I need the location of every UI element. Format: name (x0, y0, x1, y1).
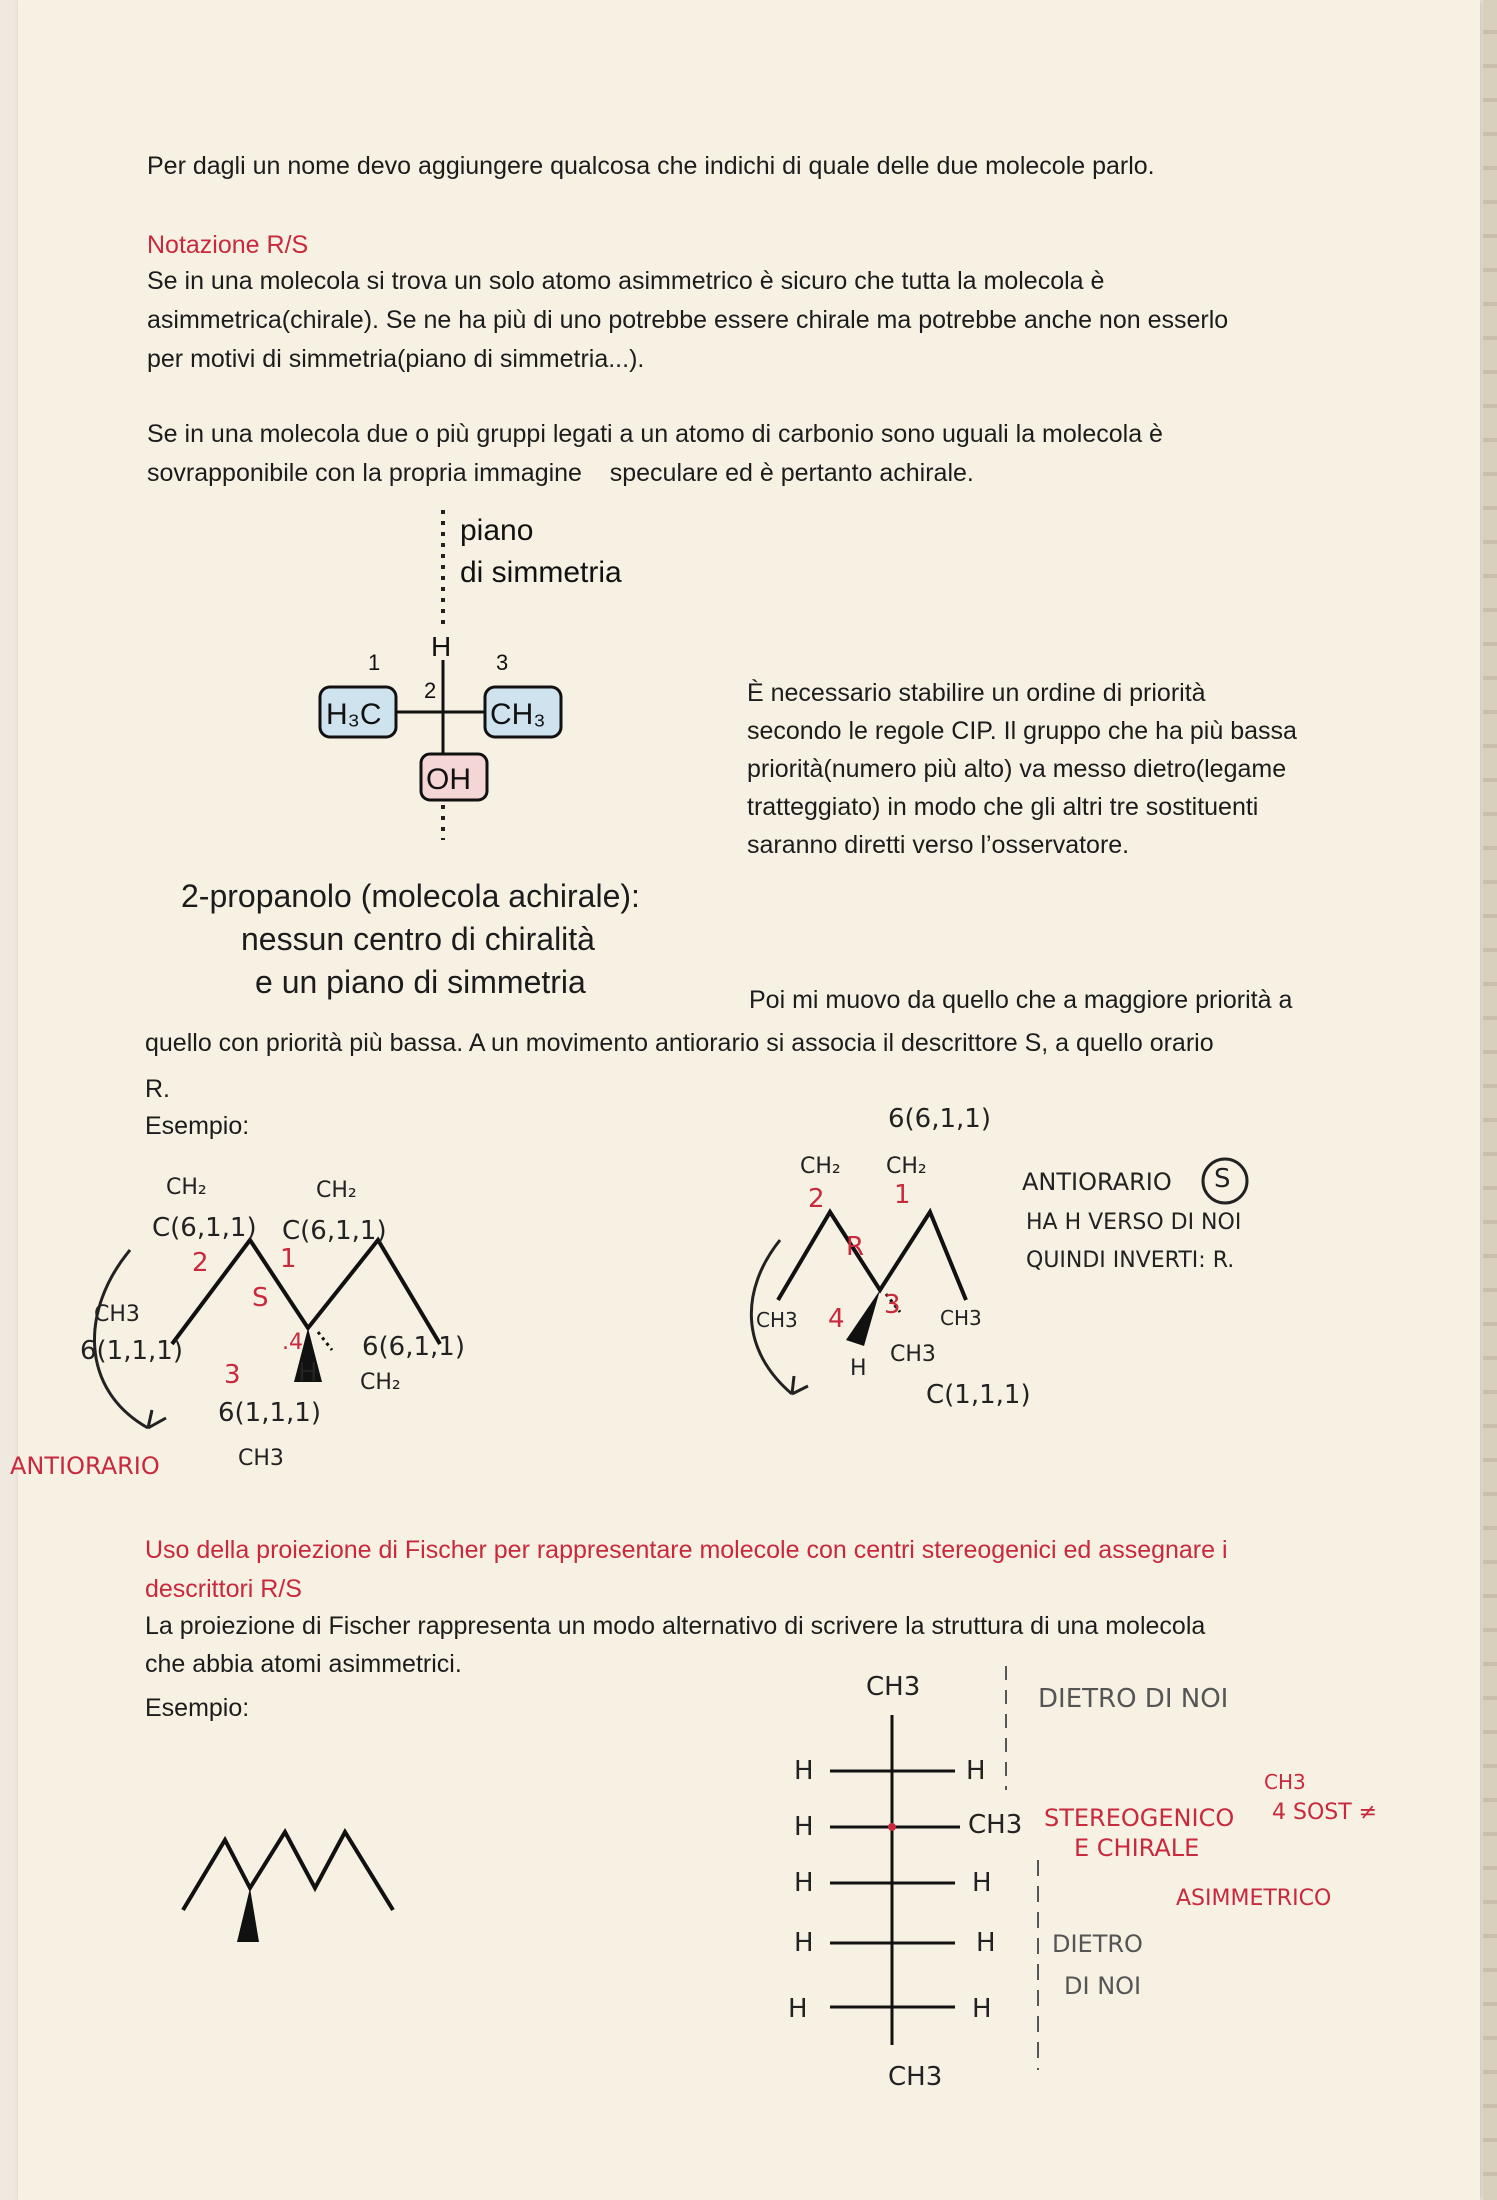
h-atom: H (431, 631, 452, 662)
rs-para2-line1: Se in una molecola due o più gruppi legati a un atomo di carbonio sono uguali la molecola è (147, 420, 1163, 448)
ex-right-ch3-bottom: CH3 (890, 1342, 936, 1367)
cip-line-3: priorità(numero più alto) va messo dietro(legame (747, 755, 1287, 783)
cip-line-4: tratteggiato) in modo che gli altri tre sostituenti (747, 793, 1259, 821)
ex-left-ch2b: CH₂ (316, 1178, 357, 1203)
ex-left-ch3-bottom: CH3 (238, 1446, 284, 1471)
ex-left-ch3-left: CH3 (94, 1302, 140, 1327)
wedge-bond-right (846, 1290, 880, 1346)
ex-left-ch2-right: CH₂ (360, 1370, 401, 1395)
cip-line-5: saranno diretti verso l’osservatore. (747, 831, 1130, 859)
note-behind-top: DIETRO DI NOI (1038, 1684, 1229, 1714)
ex-right-note-s: S (1214, 1164, 1231, 1194)
fischer-top: CH3 (866, 1672, 921, 1702)
rs-para1-line3: per motivi di simmetria(piano di simmetria...). (147, 345, 645, 373)
move-line-3: R. (145, 1075, 170, 1103)
fischer-heading-1: Uso della proiezione di Fischer per rappresentare molecole con centri stereogenici ed assegnare i (145, 1536, 1228, 1564)
ex-left-num4: .4 (282, 1330, 303, 1355)
fischer-right-5: H (972, 1994, 992, 2024)
ex-right-note2: HA H VERSO DI NOI (1026, 1210, 1242, 1235)
left-group: H₃C (326, 698, 382, 731)
fischer-right-1: H (966, 1756, 986, 1786)
num-3: 3 (496, 650, 509, 675)
fischer-brackets (1000, 1660, 1060, 2080)
figure1-caption-2: nessun centro di chiralità (241, 921, 595, 957)
num-1: 1 (368, 650, 381, 675)
example-label-1: Esempio: (145, 1112, 250, 1140)
note-behind-b1: DIETRO (1052, 1930, 1143, 1958)
note-ch3: CH3 (1264, 1770, 1306, 1794)
ex-right-num3: 3 (884, 1290, 901, 1320)
note-behind-b2: DI NOI (1064, 1972, 1142, 2000)
intro-text: Per dagli un nome devo aggiungere qualcosa che indichi di quale delle due molecole parlo. (147, 152, 1155, 180)
propanol-figure (300, 510, 720, 840)
fischer-right-2: CH3 (968, 1810, 1023, 1840)
fischer-zigzag (175, 1810, 405, 1950)
num-2: 2 (424, 678, 437, 703)
note-stereo-2: E CHIRALE (1074, 1834, 1200, 1862)
fischer-left-1: H (794, 1756, 814, 1786)
ex-right-note1: ANTIORARIO (1022, 1168, 1172, 1196)
ex-left-ch2a: CH₂ (166, 1175, 207, 1200)
ex-right-ch3-left: CH3 (756, 1308, 798, 1332)
ex-right-num2: 2 (808, 1184, 825, 1214)
figure1-caption-1: 2-propanolo (molecola achirale): (181, 878, 640, 914)
cip-line-1: È necessario stabilire un ordine di priorità (747, 679, 1206, 707)
ex-right-note3: QUINDI INVERTI: R. (1026, 1248, 1235, 1273)
move-line-2: quello con priorità più bassa. A un movimento antiorario si associa il descrittore S, a quello orario (145, 1029, 1214, 1057)
rs-para1-line1: Se in una molecola si trova un solo atomo asimmetrico è sicuro che tutta la molecola è (147, 267, 1105, 295)
bottom-group: OH (426, 763, 471, 796)
fischer-right-3: H (972, 1868, 992, 1898)
ex-left-h: H (298, 1358, 318, 1388)
ex-right-c-top: 6(6,1,1) (888, 1104, 991, 1134)
ex-right-c-bottom: C(1,1,1) (926, 1380, 1031, 1410)
note-asim: ASIMMETRICO (1176, 1886, 1332, 1911)
ex-left-c-right: 6(6,1,1) (362, 1332, 465, 1362)
fischer-left-4: H (794, 1928, 814, 1958)
ex-left-num2: 2 (192, 1248, 209, 1278)
rs-heading: Notazione R/S (147, 231, 309, 259)
example-label-2: Esempio: (145, 1694, 250, 1722)
ex-right-r: R (846, 1232, 865, 1262)
ex-right-ch3-right: CH3 (940, 1306, 982, 1330)
ex-left-c-top-left: C(6,1,1) (152, 1213, 257, 1243)
fischer-para-2: che abbia atomi asimmetrici. (145, 1650, 462, 1678)
ex-left-num1: 1 (280, 1244, 297, 1274)
ex-right-ch2a: CH₂ (800, 1154, 841, 1179)
figure1-caption-3: e un piano di simmetria (255, 964, 586, 1000)
ex-right-ch2b: CH₂ (886, 1154, 927, 1179)
rs-para2-line2: sovrapponibile con la propria immagine speculare ed è pertanto achirale. (147, 459, 974, 487)
stereocenter-dot (888, 1823, 896, 1831)
fischer-heading-2: descrittori R/S (145, 1575, 302, 1603)
ex-right-num1: 1 (894, 1180, 911, 1210)
cip-line-2: secondo le regole CIP. Il gruppo che ha più bassa (747, 717, 1297, 745)
fischer-left-5: H (788, 1994, 808, 2024)
ex-right-h: H (850, 1356, 867, 1381)
zigzag-wedge (237, 1888, 259, 1942)
ex-left-c-top-right: C(6,1,1) (282, 1216, 387, 1246)
plane-label-2: di simmetria (460, 556, 622, 589)
move-line-1: Poi mi muovo da quello che a maggiore priorità a (749, 986, 1293, 1014)
page-edge (1483, 0, 1497, 2200)
ex-right-num4: 4 (828, 1304, 845, 1334)
ex-left-c-left: 6(1,1,1) (80, 1336, 183, 1366)
plane-label-1: piano (460, 514, 534, 547)
note-4sost: 4 SOST ≠ (1272, 1800, 1378, 1825)
rs-para1-line2: asimmetrica(chirale). Se ne ha più di uno potrebbe essere chirale ma potrebbe anche non esserlo (147, 306, 1229, 334)
fischer-left-3: H (794, 1868, 814, 1898)
ex-left-s: S (252, 1283, 269, 1313)
right-group: CH₃ (490, 698, 546, 731)
ex-left-num3: 3 (224, 1360, 241, 1390)
dash-bond (318, 1332, 332, 1350)
note-stereo-1: STEREOGENICO (1044, 1804, 1235, 1832)
fischer-right-4: H (976, 1928, 996, 1958)
fischer-left-2: H (794, 1812, 814, 1842)
fischer-bottom: CH3 (888, 2062, 943, 2092)
fischer-para-1: La proiezione di Fischer rappresenta un modo alternativo di scrivere la struttura di una molecola (145, 1612, 1206, 1640)
ex-left-c-bottom: 6(1,1,1) (218, 1398, 321, 1428)
ex-left-antiorario: ANTIORARIO (10, 1452, 160, 1480)
